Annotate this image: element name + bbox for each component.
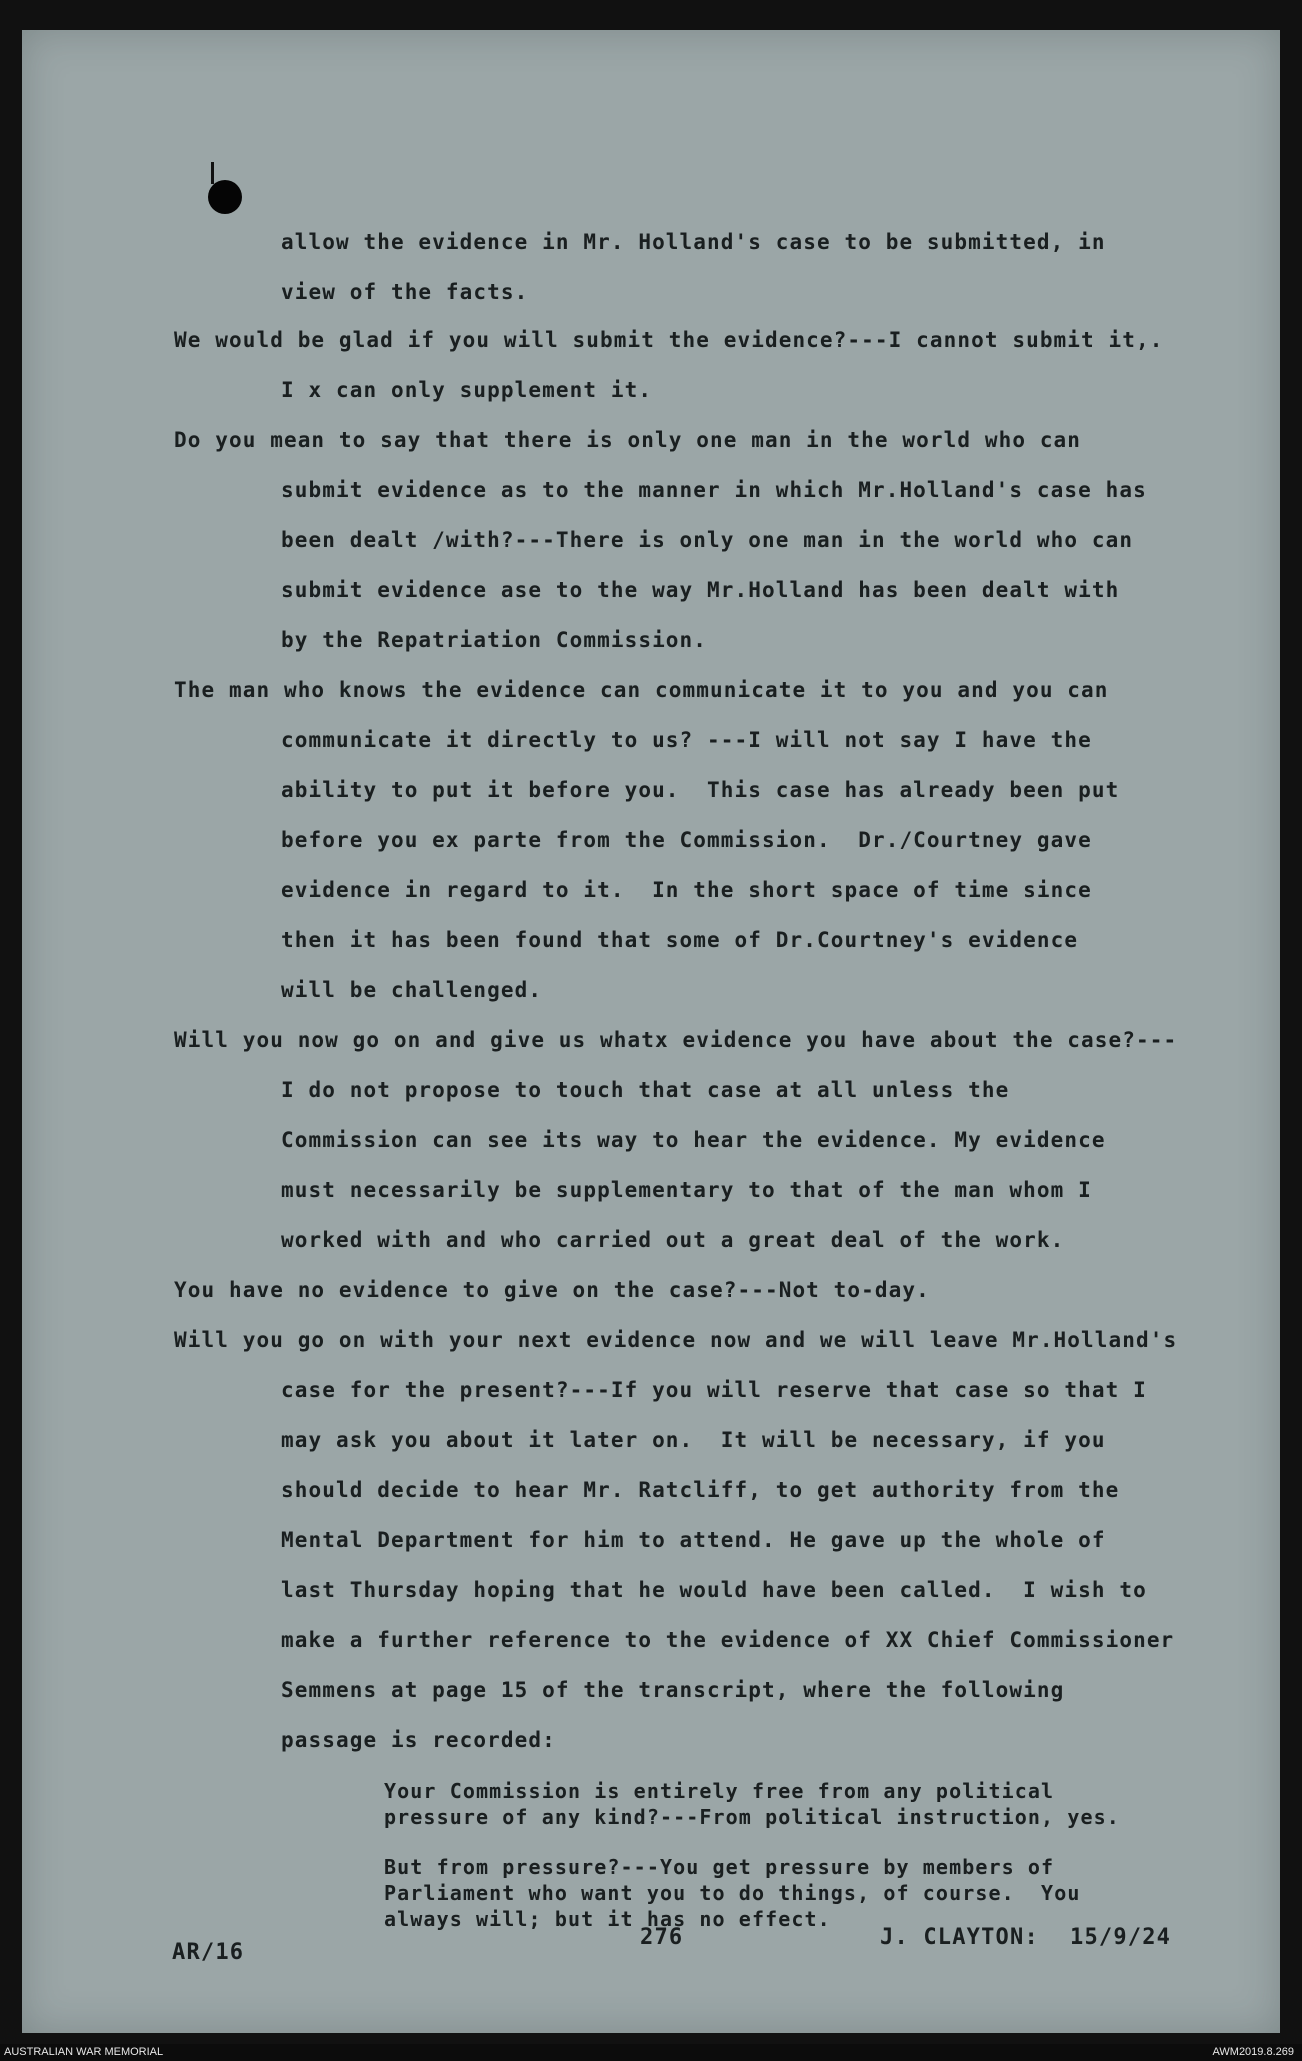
- page-number: 276: [640, 1925, 684, 1950]
- text-line: But from pressure?---You get pressure by members of: [384, 1855, 1055, 1879]
- text-line: may ask you about it later on. It will be necessary, if you: [281, 1428, 1106, 1452]
- text-line: I x can only supplement it.: [281, 378, 653, 402]
- text-line: must necessarily be supplementary to that of the man whom I: [281, 1178, 1092, 1202]
- text-line: allow the evidence in Mr. Holland's case to be submitted, in: [281, 230, 1106, 254]
- text-line: Semmens at page 15 of the transcript, where the following: [281, 1678, 1065, 1702]
- text-line: passage is recorded:: [281, 1728, 556, 1752]
- text-line: Do you mean to say that there is only one man in the world who can: [174, 428, 1082, 452]
- text-line: We would be glad if you will submit the evidence?---I cannot submit it,.: [174, 328, 1164, 352]
- text-line: Will you go on with your next evidence now and we will leave Mr.Holland's: [174, 1328, 1178, 1352]
- text-line: Mental Department for him to attend. He gave up the whole of: [281, 1528, 1106, 1552]
- text-line: view of the facts.: [281, 280, 529, 304]
- text-line: pressure of any kind?---From political instruction, yes.: [384, 1805, 1120, 1829]
- text-line: communicate it directly to us? ---I will not say I have the: [281, 728, 1092, 752]
- text-line: been dealt /with?---There is only one man in the world who can: [281, 528, 1134, 552]
- text-line: before you ex parte from the Commission. Dr./Courtney gave: [281, 828, 1092, 852]
- text-line: evidence in regard to it. In the short space of time since: [281, 878, 1092, 902]
- text-line: The man who knows the evidence can communicate it to you and you can: [174, 678, 1109, 702]
- footer-reference: AR/16: [172, 1940, 245, 1965]
- text-line: will be challenged.: [281, 978, 543, 1002]
- text-line: Commission can see its way to hear the evidence. My evidence: [281, 1128, 1106, 1152]
- archive-strip: [0, 2044, 1302, 2061]
- text-line: Will you now go on and give us whatx evidence you have about the case?---: [174, 1028, 1178, 1052]
- transcript-date: 15/9/24: [1070, 1925, 1172, 1950]
- text-line: ability to put it before you. This case has already been put: [281, 778, 1120, 802]
- text-line: worked with and who carried out a great deal of the work.: [281, 1228, 1065, 1252]
- punch-hole: [208, 180, 242, 214]
- text-line: Parliament who want you to do things, of course. You: [384, 1881, 1081, 1905]
- text-line: submit evidence as to the manner in which Mr.Holland's case has: [281, 478, 1147, 502]
- archive-id: AWM2019.8.269: [1212, 2046, 1294, 2058]
- text-line: then it has been found that some of Dr.Courtney's evidence: [281, 928, 1079, 952]
- text-line: always will; but it has no effect.: [384, 1907, 831, 1931]
- archive-name: AUSTRALIAN WAR MEMORIAL: [4, 2046, 164, 2058]
- text-line: by the Repatriation Commission.: [281, 628, 708, 652]
- text-line: should decide to hear Mr. Ratcliff, to get authority from the: [281, 1478, 1120, 1502]
- text-line: I do not propose to touch that case at all unless the: [281, 1078, 1010, 1102]
- hole-tick-mark: [211, 162, 214, 184]
- text-line: last Thursday hoping that he would have been called. I wish to: [281, 1578, 1147, 1602]
- text-line: make a further reference to the evidence of XX Chief Commissioner: [281, 1628, 1175, 1652]
- witness-name: J. CLAYTON:: [880, 1925, 1039, 1950]
- text-line: case for the present?---If you will reserve that case so that I: [281, 1378, 1147, 1402]
- text-line: You have no evidence to give on the case?---Not to-day.: [174, 1278, 930, 1302]
- text-line: Your Commission is entirely free from any political: [384, 1779, 1055, 1803]
- text-line: submit evidence ase to the way Mr.Holland has been dealt with: [281, 578, 1120, 602]
